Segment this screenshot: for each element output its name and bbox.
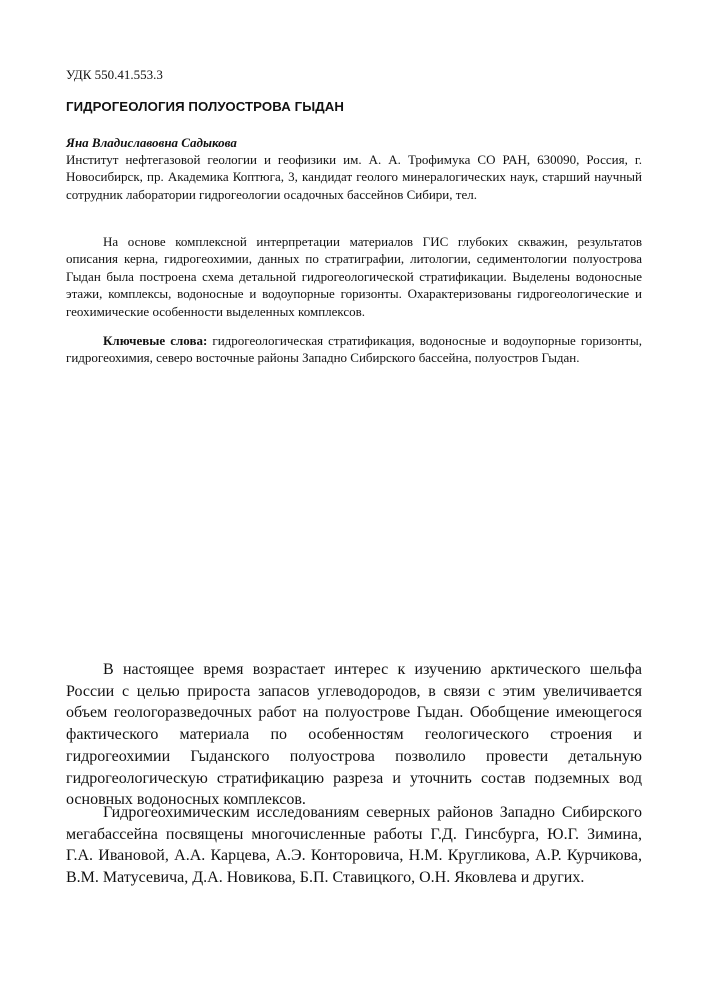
body-paragraph-2: Гидрогеохимическим исследованиям северных районов Западно Сибирского мегабассейна посвящены многочисленные работы Г.Д. Гинсбурга, Ю.Г. Зимина, Г.А. Ивановой, А.А. Карцева, А.Э. Конторовича, Н.М. Кругликова, А.Р. Курчикова, В.М. Матусевича, Д.А. Новикова, Б.П. Ставицкого, О.Н. Яковлева и других. [66, 804, 642, 887]
body-paragraph-1: В настоящее время возрастает интерес к изучению арктического шельфа России с целью прироста запасов углеводородов, в связи с этим увеличивается объем геологоразведочных работ на полуострове Гыдан. Обобщение имеющегося фактического материала по особенностям геологического строения и гидрогеохимии Гыданского полуострова позволило провести детальную гидрогеологическую стратификацию разреза и уточнить состав подземных вод основных водоносных комплексов. [66, 661, 642, 809]
abstract: На основе комплексной интерпретации материалов ГИС глубоких скважин, результатов описания керна, гидрогеохимии, данных по стратиграфии, литологии, седиментологии полуострова Гыдан была построена схема детальной гидрогеологической стратификации. Выделены водоносные этажи, комплексы, водоносные и водоупорные горизонты. Охарактеризованы гидрогеологические и геохимические особенности выделенных комплексов. [66, 234, 642, 319]
keywords-text: гидрогеологическая стратификация, водоносные и водоупорные горизонты, гидрогеохимия, северо восточные районы Западно Сибирского бассейна, полуостров Гыдан. [66, 333, 643, 366]
paper-title: ГИДРОГЕОЛОГИЯ ПОЛУОСТРОВА ГЫДАН [66, 99, 344, 114]
udk-code: УДК 550.41.553.3 [66, 67, 163, 82]
keywords-label: Ключевые слова: [103, 333, 208, 348]
author-affiliation: Институт нефтегазовой геологии и геофизики им. А. А. Трофимука СО РАН, 630090, Россия, г. Новосибирск, пр. Академика Коптюга, 3, кандидат геолого минералогических наук, старший научный сотрудник лаборатории гидрогеологии осадочных бассейнов Сибири, тел. [66, 152, 642, 202]
keywords [66, 332, 642, 367]
author-name: Яна Владиславовна Садыкова [66, 135, 237, 150]
